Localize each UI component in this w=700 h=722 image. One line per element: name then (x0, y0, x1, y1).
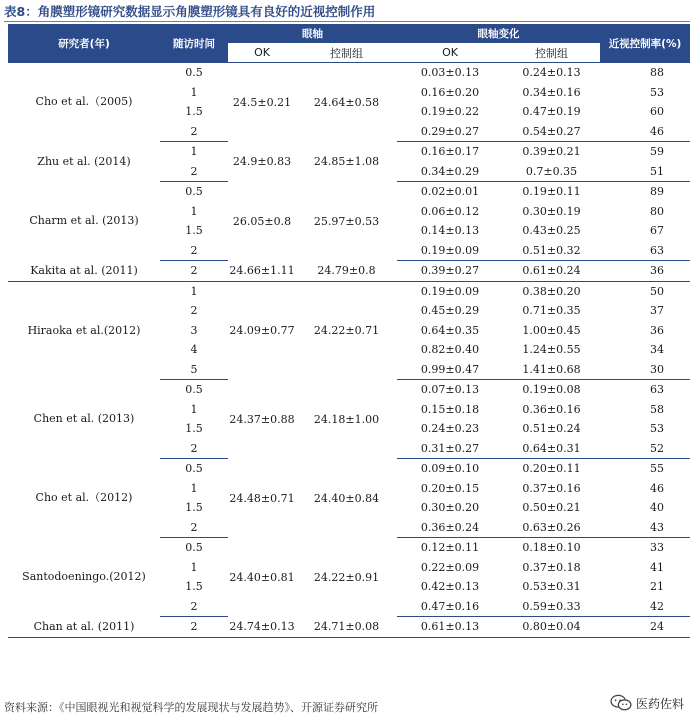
header-axial: 眼轴 (228, 24, 397, 43)
change-control-cell: 0.51±0.32 (503, 241, 600, 261)
rate-cell: 63 (600, 241, 690, 261)
watermark-text: 医药佐料 (635, 696, 684, 711)
change-ok-cell: 0.16±0.20 (420, 85, 480, 99)
title-divider (4, 21, 690, 22)
change-ok-cell: 0.61±0.13 (397, 617, 503, 638)
followup-cell: 0.5 (185, 541, 203, 555)
change-control-cell: 0.80±0.04 (503, 617, 600, 638)
followup-cell: 1 (190, 481, 198, 495)
change-ok-cell: 0.36±0.24 (397, 518, 503, 538)
change-control-cell: 0.71±0.35 (522, 304, 581, 318)
rate-cell: 43 (600, 518, 690, 538)
change-ok-cell: 0.99±0.47 (397, 360, 503, 380)
axial-ok-cell: 24.09±0.77 (229, 324, 295, 337)
change-ok-cell: 0.39±0.27 (397, 261, 503, 282)
header-followup: 随访时间 (160, 24, 228, 63)
change-control-cell: 0.47±0.19 (522, 105, 581, 119)
followup-cell: 1 (190, 145, 198, 159)
change-control-cell: 0.30±0.19 (522, 204, 581, 218)
change-ok-cell: 0.02±0.01 (420, 185, 480, 199)
rate-cell: 34 (650, 343, 664, 357)
change-ok-cell: 0.64±0.35 (420, 323, 480, 337)
change-ok-cell: 0.15±0.18 (420, 402, 480, 416)
rate-cell: 30 (600, 360, 690, 380)
followup-cell: 1.5 (185, 224, 203, 238)
rate-cell: 36 (600, 261, 690, 282)
change-control-cell: 0.59±0.33 (503, 597, 600, 617)
followup-cell: 0.5 (185, 383, 203, 397)
change-control-cell: 0.7±0.35 (503, 162, 600, 182)
change-control-cell: 1.41±0.68 (503, 360, 600, 380)
followup-cell: 2 (190, 304, 198, 318)
axial-ok-cell: 24.74±0.13 (228, 617, 296, 638)
rate-cell: 36 (650, 323, 664, 337)
change-control-cell: 0.43±0.25 (522, 224, 581, 238)
followup-cell: 0.5 (185, 66, 203, 79)
rate-cell: 50 (650, 284, 664, 298)
table-row (8, 380, 690, 400)
axial-control-cell: 24.64±0.58 (313, 95, 380, 109)
change-ok-cell: 0.31±0.27 (397, 439, 503, 459)
subheader-change-control: 控制组 (503, 43, 600, 63)
rate-cell: 24 (600, 617, 690, 638)
change-control-cell: 0.50±0.21 (522, 501, 581, 515)
change-control-cell: 0.24±0.13 (522, 66, 581, 80)
axial-control-cell: 24.85±1.08 (313, 155, 380, 168)
change-ok-cell: 0.29±0.27 (397, 122, 503, 142)
researcher-cell: Zhu et al. (2014) (37, 154, 131, 168)
rate-cell: 41 (650, 560, 664, 574)
axial-ok-cell: 24.40±0.81 (229, 570, 295, 584)
rate-cell: 63 (650, 383, 664, 397)
watermark (606, 690, 688, 716)
rate-cell: 59 (650, 145, 664, 159)
change-control-cell: 0.53±0.31 (522, 580, 581, 594)
followup-cell: 1 (190, 560, 198, 574)
header-axial-change: 眼轴变化 (397, 24, 600, 43)
change-control-cell: 1.24±0.55 (522, 343, 581, 357)
table-row (8, 63, 690, 83)
axial-ok-cell: 24.9±0.83 (232, 155, 292, 168)
change-ok-cell: 0.09±0.10 (420, 462, 480, 476)
rate-cell: 60 (650, 105, 664, 119)
followup-cell: 2 (160, 162, 228, 182)
axial-control-cell: 24.79±0.8 (296, 261, 397, 282)
followup-cell: 2 (160, 518, 228, 538)
rate-cell: 80 (650, 204, 664, 218)
subheader-change-ok: OK (397, 43, 503, 63)
change-control-cell: 0.54±0.27 (503, 122, 600, 142)
change-control-cell: 0.39±0.21 (522, 145, 581, 159)
followup-cell: 1.5 (185, 580, 203, 594)
change-control-cell: 0.18±0.10 (522, 541, 581, 555)
source-note: 资料来源：《中国眼视光和视觉科学的发展现状与发展趋势》、开源证券研究所 (4, 701, 378, 714)
change-control-cell: 0.38±0.20 (522, 284, 581, 298)
rate-cell: 42 (600, 597, 690, 617)
rate-cell: 46 (650, 481, 664, 495)
table-body (8, 63, 690, 638)
rate-cell: 51 (600, 162, 690, 182)
orthokeratology-table (8, 24, 690, 638)
rate-cell: 67 (650, 224, 664, 238)
researcher-cell: Kakita at al. (2011) (8, 261, 160, 282)
table-row (8, 182, 690, 202)
researcher-cell: Cho et al.（2012) (35, 491, 133, 504)
table-row (8, 142, 690, 162)
followup-cell: 1 (190, 402, 198, 416)
followup-cell: 5 (160, 360, 228, 380)
rate-cell: 37 (650, 304, 664, 318)
followup-cell: 4 (190, 343, 198, 357)
change-ok-cell: 0.34±0.29 (397, 162, 503, 182)
change-control-cell: 0.51±0.24 (522, 422, 581, 436)
table-row (8, 459, 690, 479)
change-ok-cell: 0.20±0.15 (420, 481, 480, 495)
axial-control-cell: 25.97±0.53 (313, 214, 380, 228)
change-ok-cell: 0.19±0.09 (397, 241, 503, 261)
change-control-cell: 0.63±0.26 (503, 518, 600, 538)
researcher-cell: Charm et al. (2013) (29, 214, 139, 227)
wechat-icon (610, 694, 632, 712)
table-title: 表8：角膜塑形镜研究数据显示角膜塑形镜具有良好的近视控制作用 (4, 4, 376, 19)
researcher-cell: Chan at al. (2011) (8, 617, 160, 638)
table-row (8, 261, 690, 282)
change-control-cell: 0.37±0.16 (522, 481, 581, 495)
followup-cell: 1 (190, 284, 198, 298)
followup-cell: 1.5 (185, 105, 203, 119)
table-row (8, 617, 690, 638)
researcher-cell: Santodoeningo.(2012) (22, 570, 146, 583)
change-control-cell: 1.00±0.45 (522, 323, 581, 337)
followup-cell: 1 (190, 85, 198, 99)
axial-control-cell: 24.22±0.71 (313, 324, 380, 337)
rate-cell: 33 (650, 541, 664, 555)
followup-cell: 2 (160, 617, 228, 638)
header-researcher: 研究者(年) (8, 24, 160, 63)
followup-cell: 2 (160, 241, 228, 261)
change-control-cell: 0.64±0.31 (503, 439, 600, 459)
subheader-axial-ok: OK (228, 43, 296, 63)
change-control-cell: 0.34±0.16 (522, 85, 581, 99)
rate-cell: 58 (650, 402, 664, 416)
table-row (8, 281, 690, 301)
axial-ok-cell: 24.66±1.11 (228, 261, 296, 282)
change-ok-cell: 0.24±0.23 (420, 422, 480, 436)
axial-control-cell: 24.40±0.84 (313, 491, 380, 505)
change-ok-cell: 0.19±0.09 (420, 284, 480, 298)
axial-control-cell: 24.71±0.08 (296, 617, 397, 638)
researcher-cell: Cho et al.（2005) (35, 95, 133, 108)
followup-cell: 0.5 (185, 462, 203, 476)
table-row (8, 538, 690, 558)
axial-ok-cell: 24.37±0.88 (229, 412, 295, 426)
followup-cell: 3 (190, 323, 198, 337)
change-ok-cell: 0.06±0.12 (420, 204, 480, 218)
rate-cell: 46 (600, 122, 690, 142)
change-ok-cell: 0.22±0.09 (420, 560, 480, 574)
axial-control-cell: 24.22±0.91 (313, 570, 380, 584)
change-ok-cell: 0.82±0.40 (420, 343, 480, 357)
researcher-cell: Hiraoka et al.(2012) (27, 323, 141, 337)
change-control-cell: 0.61±0.24 (503, 261, 600, 282)
change-ok-cell: 0.14±0.13 (420, 224, 480, 238)
axial-ok-cell: 24.48±0.71 (229, 491, 295, 505)
change-ok-cell: 0.03±0.13 (420, 66, 480, 80)
change-control-cell: 0.19±0.08 (522, 383, 581, 397)
axial-ok-cell: 26.05±0.8 (232, 214, 292, 228)
rate-cell: 21 (650, 580, 664, 594)
axial-control-cell: 24.18±1.00 (313, 412, 380, 426)
rate-cell: 88 (650, 66, 664, 79)
followup-cell: 0.5 (185, 185, 203, 199)
researcher-cell: Chen et al. (2013) (33, 412, 135, 425)
followup-cell: 2 (160, 439, 228, 459)
change-control-cell: 0.19±0.11 (522, 185, 581, 199)
change-ok-cell: 0.47±0.16 (397, 597, 503, 617)
change-ok-cell: 0.42±0.13 (420, 580, 480, 594)
change-control-cell: 0.20±0.11 (522, 462, 581, 476)
change-ok-cell: 0.12±0.11 (420, 541, 480, 555)
change-ok-cell: 0.45±0.29 (420, 304, 480, 318)
rate-cell: 53 (650, 422, 664, 436)
rate-cell: 52 (600, 439, 690, 459)
rate-cell: 40 (650, 501, 664, 515)
followup-cell: 1.5 (185, 422, 203, 436)
change-ok-cell: 0.19±0.22 (420, 105, 480, 119)
change-ok-cell: 0.30±0.20 (420, 501, 480, 515)
rate-cell: 89 (650, 185, 664, 199)
header-rate: 近视控制率(%) (600, 24, 690, 63)
followup-cell: 2 (160, 597, 228, 617)
axial-ok-cell: 24.5±0.21 (232, 95, 292, 109)
change-control-cell: 0.36±0.16 (522, 402, 581, 416)
change-ok-cell: 0.16±0.17 (420, 145, 480, 159)
rate-cell: 53 (650, 85, 664, 99)
followup-cell: 2 (160, 261, 228, 282)
followup-cell: 1 (190, 204, 198, 218)
change-control-cell: 0.37±0.18 (522, 560, 581, 574)
subheader-axial-control: 控制组 (296, 43, 397, 63)
followup-cell: 2 (160, 122, 228, 142)
followup-cell: 1.5 (185, 501, 203, 515)
rate-cell: 55 (650, 462, 664, 476)
change-ok-cell: 0.07±0.13 (420, 383, 480, 397)
